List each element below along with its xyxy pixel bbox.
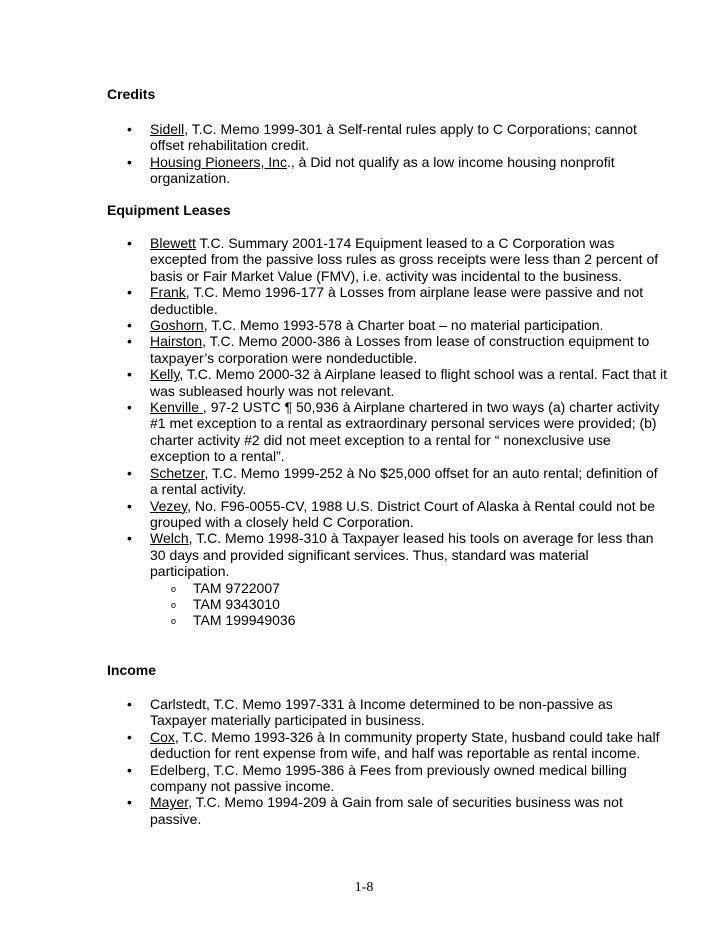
case-name: Mayer xyxy=(150,794,189,811)
case-name: Frank xyxy=(150,284,186,301)
case-detail: , T.C. Memo 1996-177 à Losses from airplane lease were passive and not deductible. xyxy=(150,284,644,317)
case-name: Hairston xyxy=(150,333,203,350)
case-detail: , T.C. Memo 1993-326 à In community property State, husband could take half deduction for rent expense from wife, and half was reportable as rental income. xyxy=(150,728,660,762)
case-detail: , T.C. Memo 1998-310 à Taxpayer leased his tools on average for less than 30 days and provided significant services. Thus, standard was material participation. xyxy=(150,530,654,580)
case-detail: , T.C. Memo 2000-32 à Airplane leased to flight school was a rental. Fact that it was subleased hourly was not relevant. xyxy=(150,366,667,399)
section-heading-equipment-leases: Equipment Leases xyxy=(107,202,231,218)
case-name: Vezey xyxy=(150,497,188,514)
income-list xyxy=(107,696,667,827)
sub-list-item: o TAM 199949036 xyxy=(150,612,667,628)
case-detail: Carlstedt, T.C. Memo 1997-331 à Income determined to be non-passive as Taxpayer materially participated in business. xyxy=(150,696,613,729)
list-item xyxy=(107,696,667,729)
case-name: Cox xyxy=(150,728,175,745)
list-item xyxy=(107,121,667,154)
case-detail: , 97-2 USTC ¶ 50,936 à Airplane chartered in two ways (a) charter activity #1 met exception to a rental as extraordinary personal services were provided; (b) charter activity #2 did not meet exception to a rental for “ nonexclusive use exception to a rental”. xyxy=(150,399,660,465)
case-name: Sidell xyxy=(150,121,185,137)
list-item xyxy=(107,399,667,465)
section-heading-income: Income xyxy=(107,662,157,678)
list-item xyxy=(107,762,667,795)
list-item xyxy=(107,729,667,762)
case-name: Schetzer xyxy=(150,464,205,481)
list-item xyxy=(107,465,667,498)
credits-list xyxy=(107,121,667,187)
tam-sublist xyxy=(150,580,667,629)
case-detail: T.C. Summary 2001-174 Equipment leased to a C Corporation was excepted from the passive loss rules as gross receipts were less than 2 percent of basis or Fair Market Value (FMV), i.e. activity was incidental to the business. xyxy=(150,235,659,284)
case-detail: ., à Did not qualify as a low income housing nonprofit organization. xyxy=(150,153,615,187)
list-item xyxy=(107,284,667,317)
case-detail: , T.C. Memo 1999-301 à Self-rental rules apply to C Corporations; cannot offset rehabilitation credit. xyxy=(150,121,637,154)
case-detail: , T.C. Memo 1993-578 à Charter boat – no material participation. xyxy=(203,317,604,334)
section-heading-credits: Credits xyxy=(107,86,156,102)
case-name: Welch xyxy=(150,530,189,547)
list-item xyxy=(107,530,667,628)
list-item xyxy=(107,154,667,187)
case-name: Kelly xyxy=(150,366,180,383)
case-detail: , T.C. Memo 2000-386 à Losses from lease of construction equipment to taxpayer’s corporation were nondeductible. xyxy=(150,333,650,366)
list-item xyxy=(107,794,667,827)
case-name: Blewett xyxy=(150,235,196,251)
page-number: 1-8 xyxy=(354,880,374,895)
list-item xyxy=(107,317,667,333)
sub-list-item: o TAM 9343010 xyxy=(150,596,667,612)
case-detail: Edelberg, T.C. Memo 1995-386 à Fees from previously owned medical billing company not passive income. xyxy=(150,761,627,795)
case-detail: , No. F96-0055-CV, 1988 U.S. District Court of Alaska à Rental could not be grouped with a closely held C Corporation. xyxy=(150,497,656,530)
case-detail: , T.C. Memo 1994-209 à Gain from sale of securities business was not passive. xyxy=(150,794,623,827)
list-item xyxy=(107,366,667,399)
case-detail: , T.C. Memo 1999-252 à No $25,000 offset for an auto rental; definition of a rental activity. xyxy=(150,464,658,498)
list-item xyxy=(107,498,667,531)
case-name: Kenville xyxy=(150,399,203,416)
list-item xyxy=(107,235,667,284)
equipment-leases-list xyxy=(107,235,667,629)
case-name: Goshorn xyxy=(150,317,204,334)
sub-list-item: o TAM 9722007 xyxy=(150,580,667,596)
case-name: Housing Pioneers, Inc xyxy=(150,153,287,170)
list-item xyxy=(107,333,667,366)
